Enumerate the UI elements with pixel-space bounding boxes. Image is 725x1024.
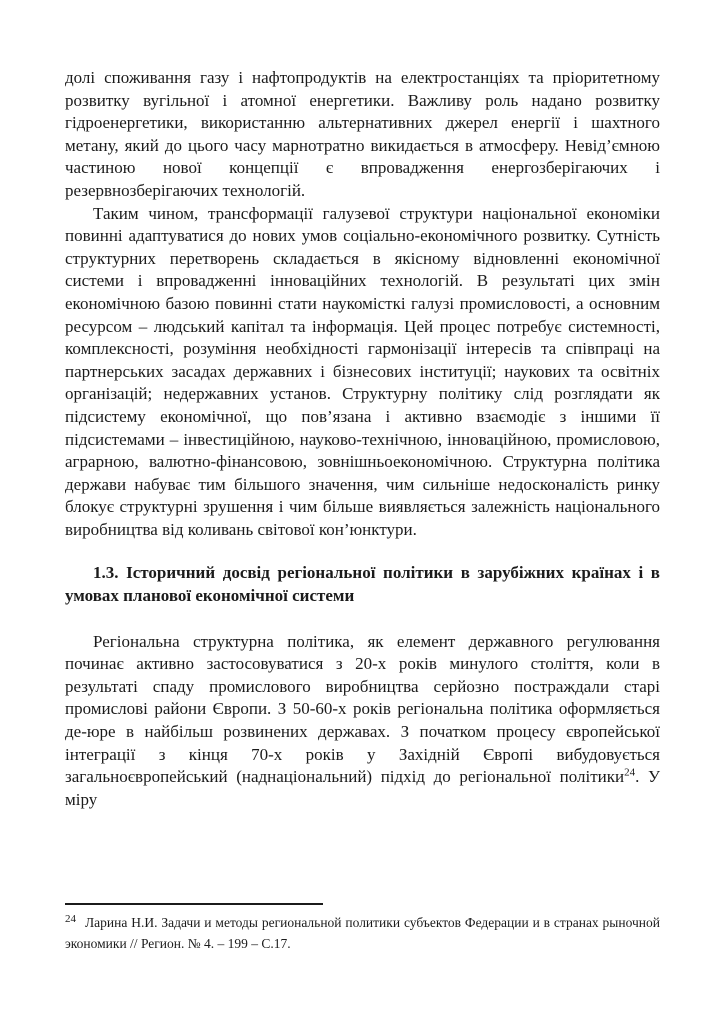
footnote-separator: [65, 903, 323, 905]
text-block: [65, 67, 660, 811]
regional-policy-paragraph-text: Регіональна структурна політика, як елемент державного регулювання починає активно застосовуватися з 20-х років минулого століття, коли в результаті спаду промислового виробництва серйозно постраждали старі промислові райони Європи. З 50-60-х років регіональна політика оформляється де-юре в найбільш розвинених державах. З початком процесу європейської інтеграції з кінця 70-х років у Західній Європі вибудовується загальноєвропейський (наднаціональний) підхід до регіональної політики: [65, 631, 660, 787]
regional-policy-paragraph-tail: . У міру: [65, 767, 660, 809]
footnote-area: [65, 903, 660, 954]
footnote-text: Ларина Н.И. Задачи и методы региональной политики субъектов Федерации и в странах рыночной экономики // Регион. № 4. – 199 – С.17.: [65, 915, 660, 951]
continuation-paragraph: долі споживання газу і нафтопродуктів на електростанціях та пріоритетному розвитку вугільної і атомної енергетики. Важливу роль надано розвитку гідроенергетики, використанню альтернативних джерел енергії і шахтного метану, який до цього часу марнотратно викидається в атмосферу. Невід’ємною частиною нової концепції є впровадження енергозберігаючих і резервнозберігаючих технологій.: [65, 68, 660, 200]
footnote-reference: 24: [624, 766, 636, 779]
section-heading: 1.3. Історичний досвід регіональної політики в зарубіжних країнах і в умовах планової економічної системи: [65, 563, 660, 606]
footnote: [65, 912, 660, 954]
footnote-marker: 24: [65, 912, 76, 925]
structural-policy-paragraph: Таким чином, трансформації галузевої структури національної економіки повинні адаптуватися до нових умов соціально-економічного розвитку. Сутність структурних перетворень складається в якісному відновленні економічної системи і впровадженні інноваційних технологій. В результаті цих змін економічною базою повинні стати наукомісткі галузі промисловості, а основним ресурсом – людський капітал та інформація. Цей процес потребує системності, комплексності, розуміння необхідності гармонізації інтересів та співпраці на партнерських засадах державних і бізнесових інституції; наукових та освітніх організацій; недержавних установ. Структурну політику слід розглядати як підсистему економічної, що пов’язана і активно взаємодіє з іншими її підсистемами – інвестиційною, науково-технічною, інноваційною, промисловою, аграрною, валютно-фінансовою, зовнішньоекономічною. Структурна політика держави набуває тим більшого значення, чим сильніше недосконалість ринку блокує структурні зрушення і чим більше виявляється залежність національного виробництва від коливань світової кон’юнктури.: [65, 203, 660, 539]
regional-policy-paragraph: [65, 631, 660, 812]
